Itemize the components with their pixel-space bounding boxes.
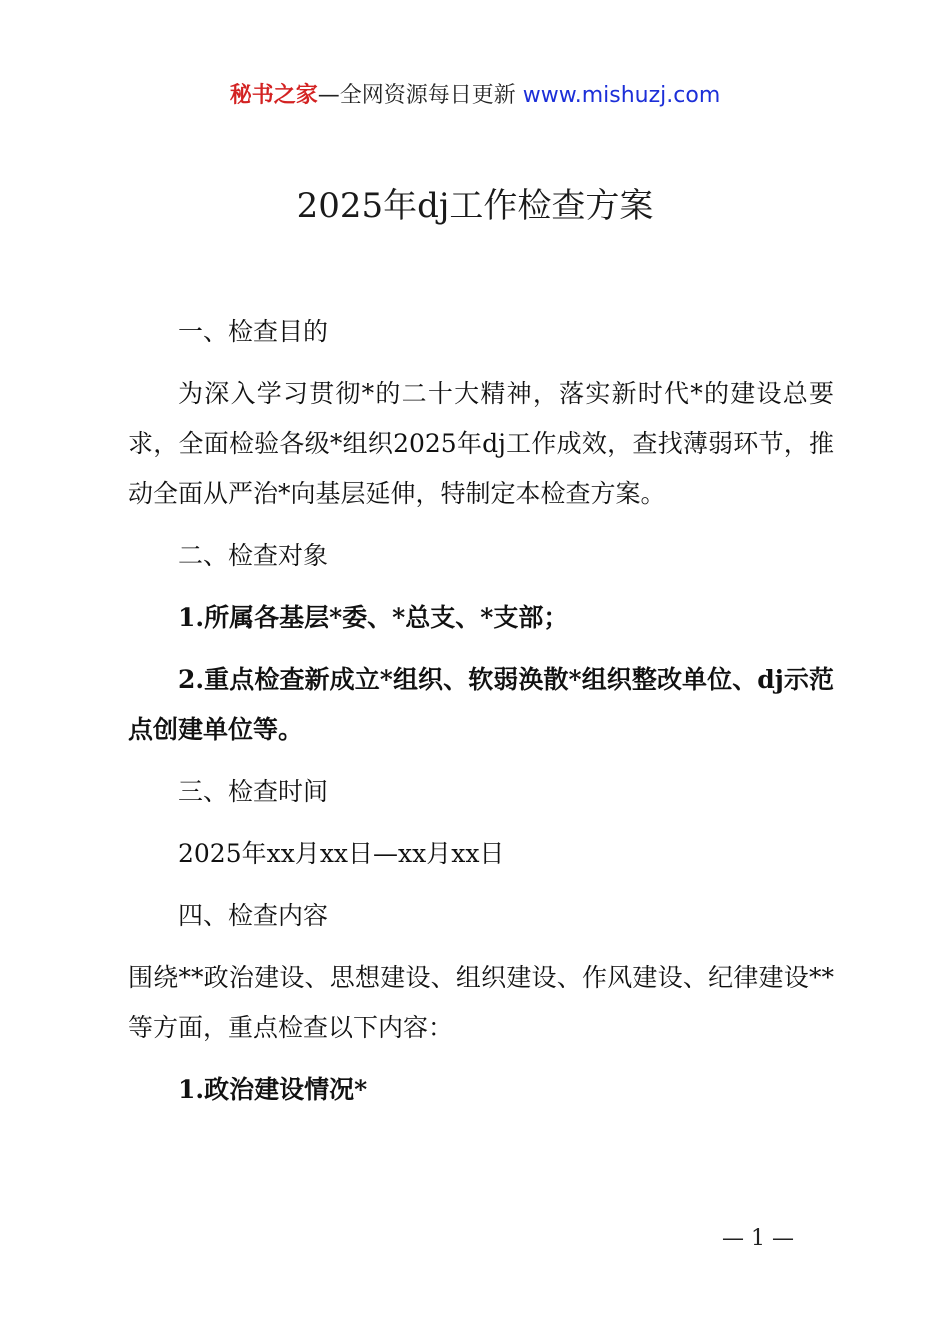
section-heading-time: 三、检查时间: [178, 777, 329, 806]
inspection-period: 2025年xx月xx日—xx月xx日: [178, 839, 505, 868]
site-header: [0, 80, 950, 112]
site-brand: 秘书之家: [229, 83, 318, 108]
section-heading-purpose: 一、检查目的: [178, 317, 329, 346]
page-number: — 1 —: [722, 1226, 794, 1251]
target-item-1: 1.所属各基层*委、*总支、*支部；: [178, 603, 569, 632]
document-body: [128, 307, 834, 1127]
site-url-link[interactable]: www.mishuzj.com: [522, 83, 721, 108]
section-heading-targets: 二、检查对象: [178, 541, 329, 570]
paragraph-purpose: 为深入学习贯彻*的二十大精神，落实新时代*的建设总要求，全面检验各级*组织2025年dj工作成效，查找薄弱环节，推动全面从严治*向基层延伸，特制定本检查方案。: [128, 379, 834, 508]
paragraph-content: 围绕**政治建设、思想建设、组织建设、作风建设、纪律建设**等方面，重点检查以下内容：: [128, 963, 834, 1042]
content-item-1: 1.政治建设情况*: [178, 1075, 368, 1104]
document-title: 2025年dj工作检查方案: [296, 186, 654, 226]
site-tagline: —全网资源每日更新: [317, 83, 516, 108]
section-heading-content: 四、检查内容: [178, 901, 329, 930]
target-item-2: 2.重点检查新成立*组织、软弱涣散*组织整改单位、dj示范点创建单位等。: [128, 665, 834, 744]
